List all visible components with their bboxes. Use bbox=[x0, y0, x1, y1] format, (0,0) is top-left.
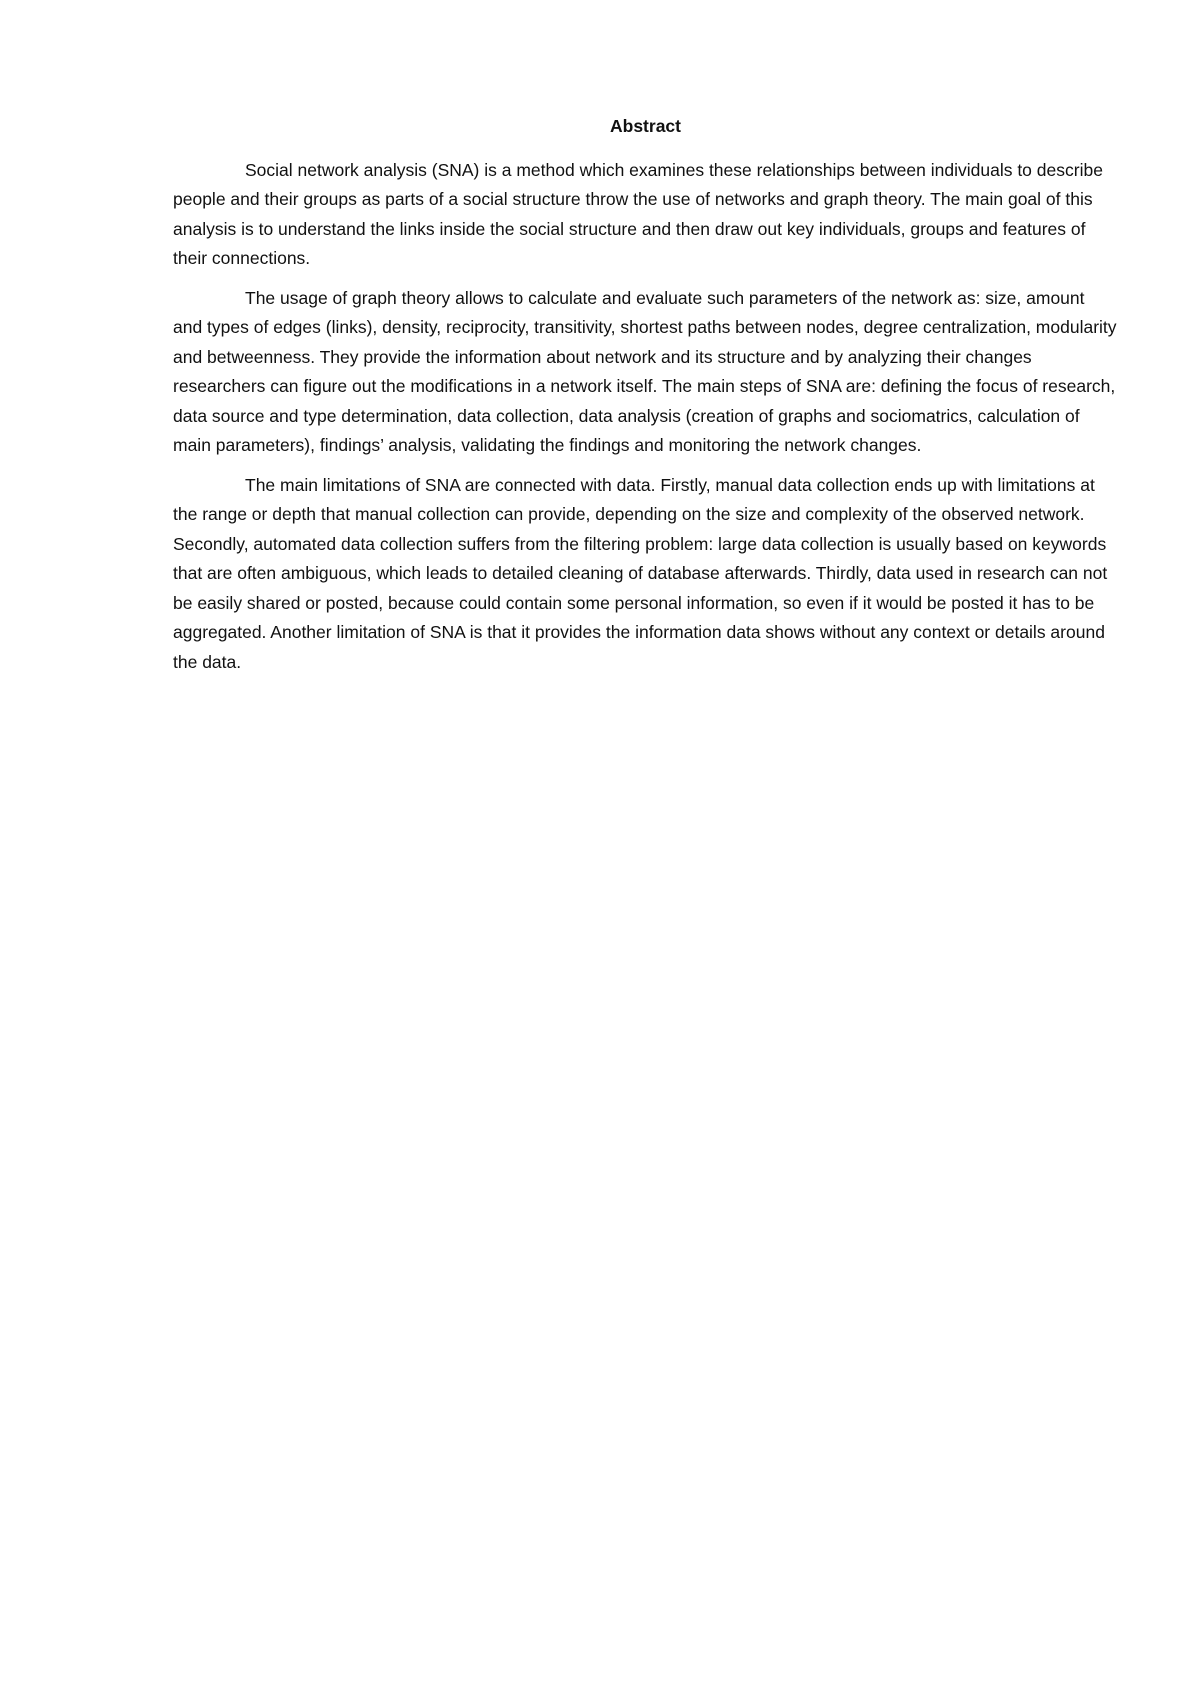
document-body bbox=[173, 112, 1118, 687]
paragraph-graph-theory: The usage of graph theory allows to calculate and evaluate such parameters of the network as: size, amount and types of edges (links), density, reciprocity, transitivity, shortest paths between nodes, degree centralization, modularity and betweenness. They provide the information about network and its structure and by analyzing their changes researchers can figure out the modifications in a network itself. The main steps of SNA are: defining the focus of research, data source and type determination, data collection, data analysis (creation of graphs and sociomatrics, calculation of main parameters), findings’ analysis, validating the findings and monitoring the network changes. bbox=[173, 287, 1117, 455]
abstract-heading: Abstract bbox=[610, 116, 681, 136]
paragraph-sna-definition: Social network analysis (SNA) is a method which examines these relationships between individuals to describe people and their groups as parts of a social structure throw the use of networks and graph theory. The main goal of this analysis is to understand the links inside the social structure and then draw out key individuals, groups and features of their connections. bbox=[173, 159, 1103, 268]
paragraph-limitations: The main limitations of SNA are connected with data. Firstly, manual data collection ends up with limitations at the range or depth that manual collection can provide, depending on the size and complexity of the observed network. Secondly, automated data collection suffers from the filtering problem: large data collection is usually based on keywords that are often ambiguous, which leads to detailed cleaning of database afterwards. Thirdly, data used in research can not be easily shared or posted, because could contain some personal information, so even if it would be posted it has to be aggregated. Another limitation of SNA is that it provides the information data shows without any context or details around the data. bbox=[173, 474, 1108, 672]
